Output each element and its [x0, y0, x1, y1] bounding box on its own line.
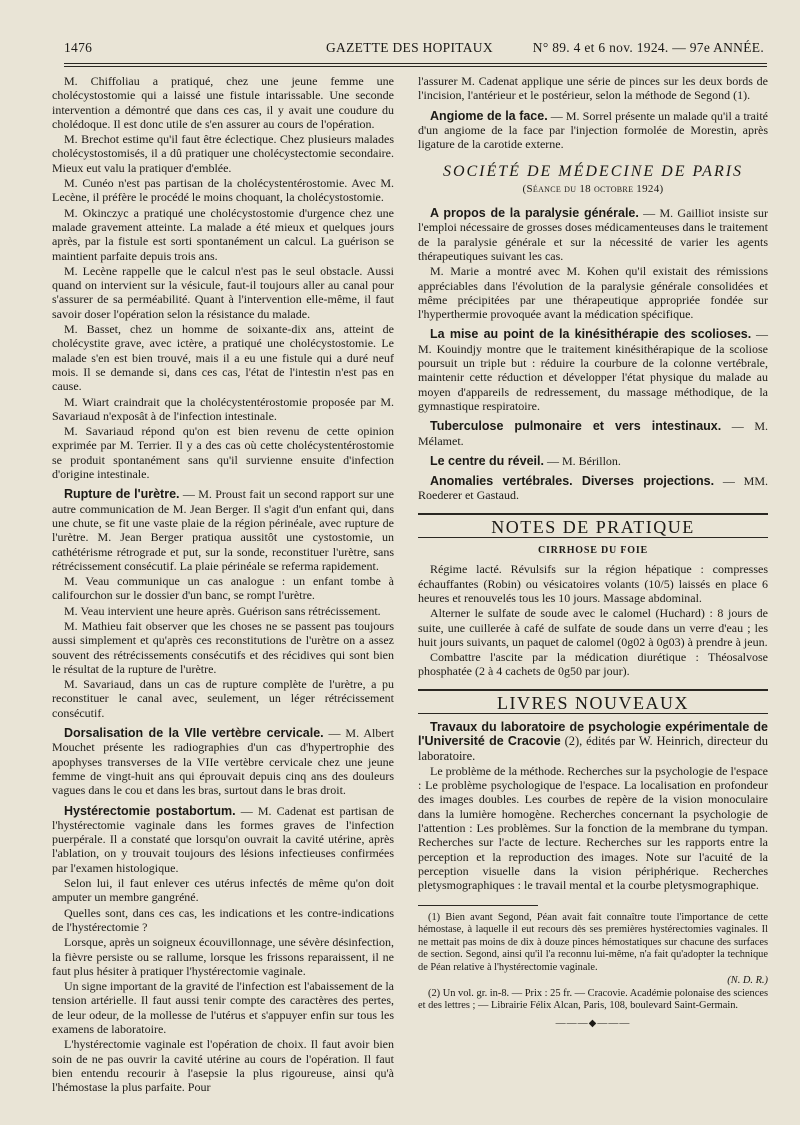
paragraph: M. Brechot estime qu'il faut être éclectique. Chez plusieurs malades cholécystostomisés, il a dû pratiquer une cholécystectomie secondaire. Mieux eut valu la pratiquer d'emblée. [52, 132, 394, 175]
page-number: 1476 [64, 40, 93, 55]
section-paragraph [418, 206, 768, 263]
paragraph: Régime lacté. Révulsifs sur la région hépatique : compresses échauffantes (Robin) ou vésicatoires volants (10/5) laissés en place 6 heures et renouvelés tous les 10 jours. Massage abdominal. [418, 562, 768, 605]
section-text: — M. Sorrel présente un malade qu'il a traité d'un angiome de la face par l'injection formolée de Morestin, après ligature de la carotide externe. [418, 108, 768, 152]
section-paragraph [418, 454, 768, 468]
society-title: SOCIÉTÉ DE MÉDECINE DE PARIS [442, 163, 744, 181]
section-heading: A propos de la paralysie générale. [430, 206, 639, 221]
paragraph: Selon lui, il faut enlever ces utérus infectés de même qu'on doit amputer un membre gangréné. [52, 876, 394, 905]
paragraph: M. Chiffoliau a pratiqué, chez une jeune femme une cholécystostomie qui a laissé une fistule intarissable. Une seconde intervention a démontré que dans ces cas, il y avait une coudure du cholédoque. Il est donc utile de s'en assurer au cours de l'opération. [52, 74, 394, 131]
header-rule-thin [64, 66, 767, 67]
section-heading: Angiome de la face. [430, 108, 548, 123]
section-text: — M. Albert Mouchet présente les radiographies d'un cas d'hypertrophie des apophyses transverses de la VIIe vertèbre cervicale chez une jeune femme de vingt-huit ans qui éprouvait depuis cinq ans des douleurs vagues dans le cou et dans les bras, surtout dans le bras droit. [52, 726, 394, 798]
paragraph: Combattre l'ascite par la médication diurétique : Théosalvose phosphatée (2 à 4 cachets de 0g50 par jour). [418, 650, 768, 679]
section-paragraph [52, 487, 394, 573]
section-heading: Le centre du réveil. [430, 453, 544, 468]
section-paragraph [52, 726, 394, 797]
paragraph: L'hystérectomie vaginale est l'opération de choix. Il faut avoir bien soin de ne pas ouvrir la cavité utérine au cours de l'opération. Il faut bien entendu recourir à l'asepsie la plus rigoureuse, ainsi qu'à l'hémostase la plus parfaite. Pour [52, 1037, 394, 1095]
issue-info: N° 89. 4 et 6 nov. 1924. — 97e ANNÉE. [532, 40, 764, 55]
section-text: — MM. Roederer et Gastaud. [418, 474, 768, 503]
book-details: (2), édités par W. Heinrich, directeur du laboratoire. [418, 734, 768, 763]
section-heading: Dorsalisation de la VIIe vertèbre cervicale. [64, 726, 324, 741]
paragraph: M. Lecène rappelle que le calcul n'est pas le seul obstacle. Aussi quand on intervient sur la vésicule, faut-il toujours aller au canal pour s'assurer de sa perméabilité. Quant à l'intervention elle-même, il faut savoir doser l'opération selon la résistance du malade. [52, 263, 394, 321]
section-heading: Rupture de l'urètre. [64, 487, 180, 502]
paragraph: M. Mathieu fait observer que les choses ne se passent pas toujours aussi simplement et qu'après ces reconstitutions de l'urètre on a assez souvent des rétrécissements consécutifs et des récidives qui sont bien le résultat de la rupture de l'urètre. [52, 618, 394, 676]
section-text: — M. Kouindjy montre que le traitement kinésithérapique de la scoliose poursuit un triple but : réduire la courbure de la colonne vertébrale, maintenir cette réduction et développer l'état physique du malade au moyen d'appareils de redressement, du massage méthodique, de la gymnastique respiratoire. [418, 327, 769, 413]
paragraph: M. Veau communique un cas analogue : un enfant tombe à califourchon sur le dossier d'un banc, se rompt l'urètre. [52, 574, 394, 603]
section-heading: Tuberculose pulmonaire et vers intestinaux. [430, 419, 722, 434]
paragraph: M. Veau intervient une heure après. Guérison sans rétrécissement. [64, 603, 381, 618]
paragraph: M. Wiart craindrait que la cholécystentérostomie proposée par M. Savariaud n'exposât à de l'infection intestinale. [52, 394, 394, 423]
paragraph: M. Marie a montré avec M. Kohen qu'il existait des rémissions appréciables dans l'évolution de la paralysie générale consolidées et même précipitées par une thérapeutique appropriée fondée sur l'hyperthermie provoquée avant la médication spécifique. [418, 264, 768, 322]
section-text: — M. Gailliot insiste sur l'emploi nécessaire de grosses doses médicamenteuses dans le traitement de la paralysie générale et sur la nécessité de varier les agents thérapeutiques suivant les cas. [418, 206, 768, 263]
paragraph: Quelles sont, dans ces cas, les indications et les contre-indications de l'hystérectomie ? [52, 905, 394, 934]
left-column [52, 74, 394, 1095]
footnote: (1) Bien avant Segond, Péan avait fait connaître toute l'importance de cette hémostase, à laquelle il eut recours dès ses premières hystérectomies vaginales. Il ne mettait pas moins de dix à douze pinces hémostatiques sur chacune des surfaces de section. Segond, ainsi qu'il l'a reconnu lui-même, n'a fait qu'adopter la technique de Péan relative à l'hystérectomie vaginale. [418, 911, 768, 973]
section-paragraph [52, 804, 394, 875]
section-text: — M. Cadenat est partisan de l'hystérectomie vaginale dans les formes graves de l'infection puerpérale. Il a constaté que lorsqu'on ouvrait la cavité utérine, après l'ablation, on y trouvait toujours des lésions infectieuses confirmées par l'examen histologique. [52, 803, 394, 875]
right-column [418, 74, 768, 1031]
paragraph: Lorsque, après un soigneux écouvillonnage, une sévère désinfection, la fièvre persiste ou se rallume, lorsque les frissons reparaissent, il ne faut plus hésiter à pratiquer l'hystérectomie vaginale. [52, 935, 394, 978]
section-paragraph [418, 327, 768, 413]
paragraph: M. Savariaud répond qu'on est bien revenu de cette opinion exprimée par M. Terrier. Il y a des cas où cette cholécystentérostomie se produit spontanément sans qu'il survienne ensuite d'infection d'origine intestinale. [52, 424, 394, 482]
ornament: ———◆——— [555, 1017, 631, 1029]
section-heading: Anomalies vertébrales. Diverses projections. [430, 474, 715, 489]
paragraph: M. Okinczyc a pratiqué une cholécystostomie d'urgence chez une malade gravement atteinte. La malade a été mieux et quelques jours après, par la fistule est sorti spontanément un calcul. La guérison se maintient parfaite depuis trois ans. [52, 205, 394, 263]
book-entry [418, 720, 768, 763]
section-text: — M. Bérillon. [543, 453, 621, 468]
book-title: Travaux du laboratoire de psychologie expérimentale de l'Université de Cracovie [418, 719, 768, 749]
section-text: — M. Proust fait un second rapport sur une autre communication de M. Jean Berger. Il s'agit d'un enfant qui, dans une chute, se fit une vaste plaie de la région périnéale, avec rupture de l'urètre. M. Jean Berger pratiqua aussitôt une cystostomie, un cathétérisme rétrograde et put, sur la sonde, reconstituer l'urètre, sans rétrécissement consécutif. La plaie périnéale se referma rapidement. [52, 487, 394, 573]
footnote-rule [418, 905, 538, 906]
footnote: (2) Un vol. gr. in-8. — Prix : 25 fr. — Cracovie. Académie polonaise des sciences et des lettres ; — Librairie Félix Alcan, Paris, 108, boulevard Saint-Germain. [418, 987, 768, 1012]
session-date: (Séance du 18 octobre 1924) [522, 182, 664, 195]
editor-note: (N. D. R.) [727, 975, 768, 987]
running-header [64, 36, 764, 60]
paragraph: Alterner le sulfate de soude avec le calomel (Huchard) : 8 jours de suite, une cuillerée à café de sulfate de soude dans un verre d'eau ; les huit jours suivants, un paquet de calomel (0g02 à 0g03) à prendre à jeun. [418, 606, 768, 649]
section-paragraph [418, 109, 768, 152]
paragraph: M. Cunéo n'est pas partisan de la cholécystentérostomie. Avec M. Lecène, il préfère le procédé le moins choquant, la cholécystostomie. [52, 176, 394, 205]
paragraph: M. Basset, chez un homme de soixante-dix ans, atteint de cholécystite grave, avec ictère, a pratiqué une cholécystostomie. Le malade s'en est bien trouvé, mais il a eu une fistule qui a duré neuf mois. Il se demande si, dans ces cas, l'état de l'intestin n'est pas en cause. [52, 322, 394, 394]
paragraph: Le problème de la méthode. Recherches sur la psychologie de l'espace : Le problème psychologique de l'espace. La localisation en profondeur des images doubles. Les courbes de repère de la vision monoculaire dans la lumière homogène. Recherches concernant la psychologie de l'attention : Les problèmes. Sur la fonction de la membrane du tympan. Recherches sur l'acte de lecture. Recherches sur les rapports entre la perception et la reproduction des images. Note sur l'acuité de la perception visuelle dans la vision périphérique. Recherches pletysmographiques : le travail mental et la courbe pletysmographique. [418, 763, 768, 893]
paragraph: l'assurer M. Cadenat applique une série de pinces sur les deux bords de l'incision, l'antérieur et le postérieur, selon la méthode de Segond (1). [418, 74, 768, 103]
journal-title: GAZETTE DES HOPITAUX [326, 40, 493, 55]
books-heading: LIVRES NOUVEAUX [418, 689, 768, 714]
notes-subheading: CIRRHOSE DU FOIE [537, 545, 649, 557]
section-paragraph [418, 419, 768, 448]
section-heading: La mise au point de la kinésithérapie des scolioses. [430, 327, 752, 342]
notes-heading: NOTES DE PRATIQUE [418, 513, 768, 538]
section-heading: Hystérectomie postabortum. [64, 803, 236, 818]
section-paragraph [418, 474, 768, 503]
paragraph: Un signe important de la gravité de l'infection est l'abaissement de la tension artérielle. Il faut aussi tenir compte des caractères des pertes, de leur odeur, de la mollesse de l'utérus et s'appuyer enfin sur tous les examens de laboratoire. [52, 979, 394, 1036]
footnotes [418, 912, 768, 1013]
section-text: — M. Mélamet. [418, 419, 768, 448]
header-rule [64, 63, 767, 64]
paragraph: M. Savariaud, dans un cas de rupture complète de l'urètre, a pu reconstituer le canal avec, seulement, un léger rétrécissement consécutif. [52, 677, 394, 720]
